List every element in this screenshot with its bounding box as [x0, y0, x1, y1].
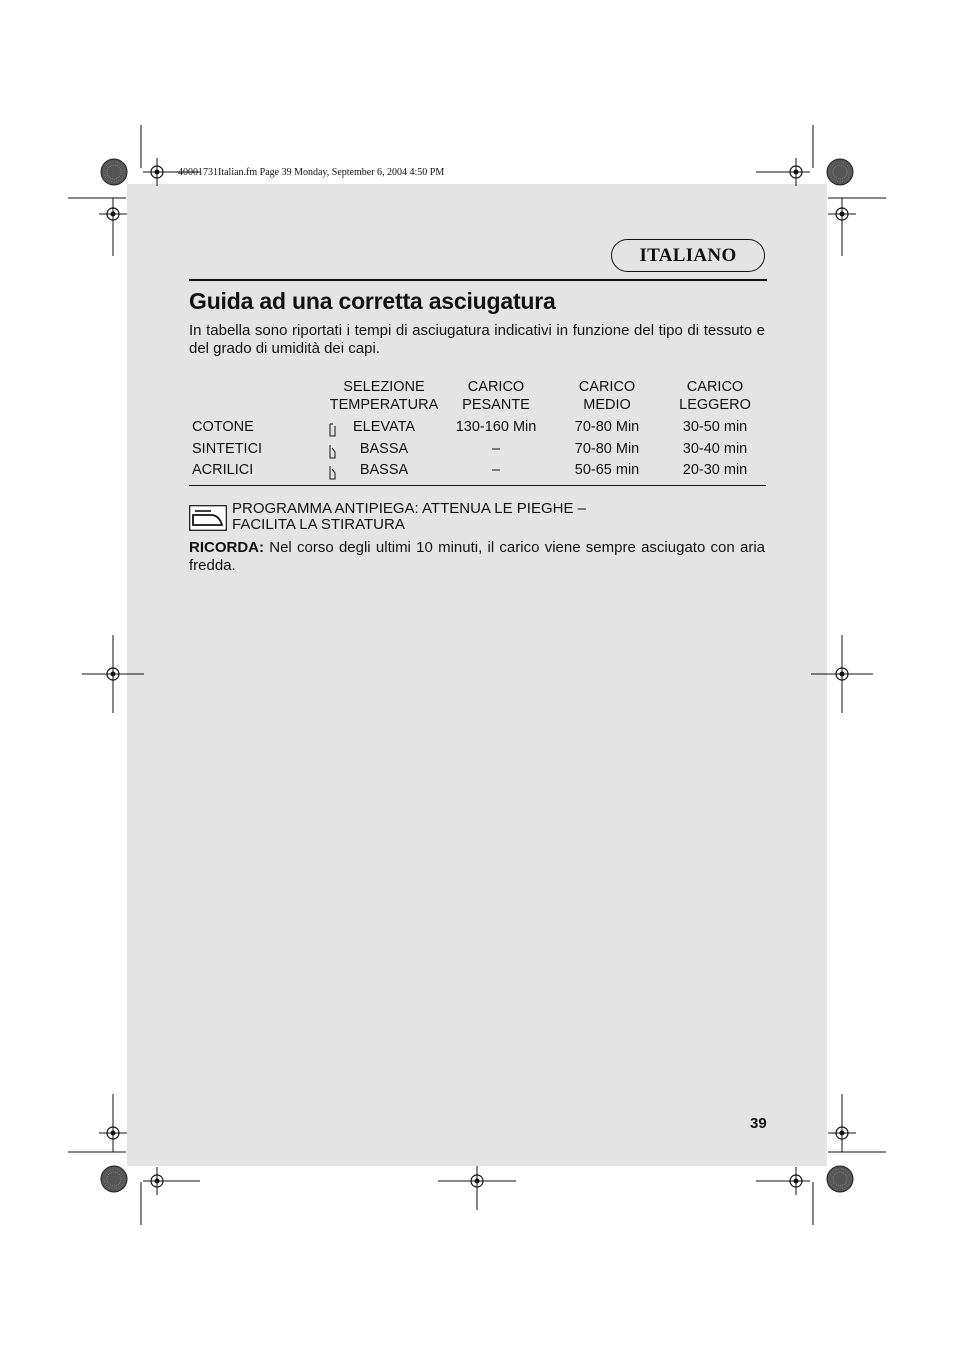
- header-heavy-load: [462, 378, 530, 414]
- high-temperature-icon: [328, 423, 336, 439]
- heavy-load-cell: –: [491, 441, 501, 457]
- language-badge: ITALIANO: [611, 239, 765, 272]
- temperature-cell: BASSA: [359, 462, 409, 478]
- heavy-load-cell: 130-160 Min: [455, 419, 537, 435]
- iron-icon: [189, 505, 227, 531]
- medium-load-cell: 70-80 Min: [574, 441, 640, 457]
- reminder-label: RICORDA:: [189, 539, 264, 556]
- temperature-cell: BASSA: [359, 441, 409, 457]
- table-bottom-rule: [189, 485, 766, 486]
- light-load-cell: 30-40 min: [682, 441, 748, 457]
- anti-crease-line2: FACILITA LA STIRATURA: [232, 516, 405, 533]
- header-medium-line1: CARICO: [578, 379, 636, 395]
- heavy-load-cell: –: [491, 462, 501, 478]
- reminder-text: Nel corso degli ultimi 10 minuti, il carico viene sempre asciugato con aria fredda.: [189, 539, 765, 574]
- low-temperature-icon: [328, 444, 336, 460]
- temperature-cell: ELEVATA: [352, 419, 416, 435]
- medium-load-cell: 70-80 Min: [574, 419, 640, 435]
- anti-crease-note: [232, 501, 586, 533]
- header-heavy-line1: CARICO: [467, 379, 525, 395]
- header-temperature-line1: SELEZIONE: [343, 379, 425, 395]
- intro-paragraph: In tabella sono riportati i tempi di asciugatura indicativi in funzione del tipo di tessuto e del grado di umidità dei capi.: [189, 322, 765, 357]
- header-temperature-line2: TEMPERATURA: [329, 397, 439, 413]
- reminder-paragraph: [189, 539, 765, 575]
- fabric-cell: SINTETICI: [192, 441, 263, 457]
- header-light-line2: LEGGERO: [679, 397, 751, 413]
- title-rule: [189, 279, 767, 281]
- low-temperature-icon: [328, 465, 336, 481]
- anti-crease-line1: PROGRAMMA ANTIPIEGA: ATTENUA LE PIEGHE –: [232, 500, 586, 517]
- header-medium-line2: MEDIO: [583, 397, 631, 413]
- light-load-cell: 20-30 min: [682, 462, 748, 478]
- header-heavy-line2: PESANTE: [462, 397, 530, 413]
- fabric-cell: ACRILICI: [192, 462, 254, 478]
- page-number: 39: [750, 1115, 767, 1132]
- header-light-load: [679, 378, 751, 414]
- header-temperature: [330, 378, 439, 414]
- page-title: Guida ad una corretta asciugatura: [189, 288, 556, 314]
- medium-load-cell: 50-65 min: [574, 462, 640, 478]
- header-light-line1: CARICO: [686, 379, 744, 395]
- file-header: 40001731Italian.fm Page 39 Monday, September 6, 2004 4:50 PM: [178, 167, 445, 178]
- header-medium-load: [579, 378, 635, 414]
- light-load-cell: 30-50 min: [682, 419, 748, 435]
- fabric-cell: COTONE: [192, 419, 254, 435]
